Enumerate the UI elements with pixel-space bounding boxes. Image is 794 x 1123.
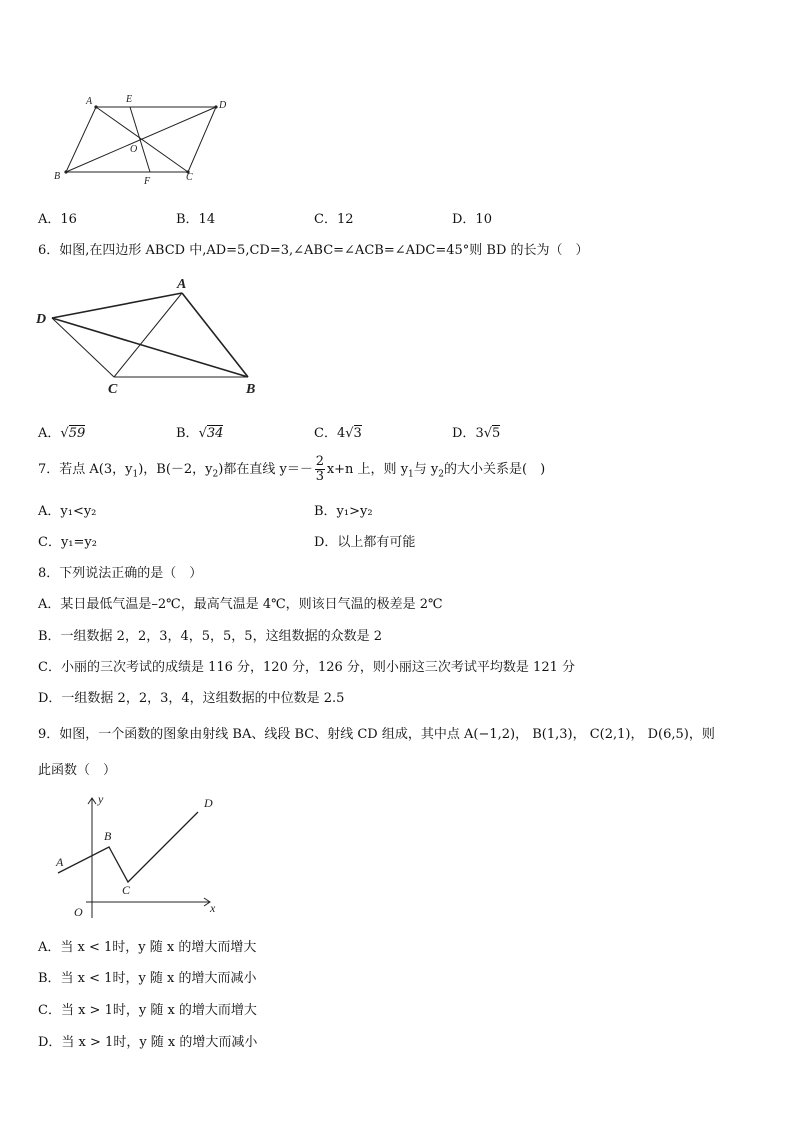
fig5-label-b: B — [54, 171, 61, 182]
q9-option-b[interactable]: B．当 x < 1时，y 随 x 的增大而减小 — [38, 971, 257, 986]
q8-option-b[interactable]: B．一组数据 2，2，3，4，5，5，5，这组数据的众数是 2 — [38, 629, 382, 644]
q7-option-d[interactable]: D．以上都有可能 — [314, 535, 416, 550]
fig5-label-d: D — [219, 100, 227, 111]
q7-option-c[interactable]: C．y₁=y₂ — [38, 535, 97, 550]
fig5-label-e: E — [126, 94, 133, 105]
fig5-label-f: F — [144, 176, 151, 187]
q9-stem-line1: 9．如图，一个函数的图象由射线 BA、线段 BC、射线 CD 组成，其中点 A(−1,2)， B(1,3)， C(2,1)， D(6,5)，则 — [38, 727, 715, 742]
sqrt-symbol-icon: √ — [483, 426, 493, 441]
q6-option-a[interactable]: A．√59 — [38, 426, 86, 441]
fig9-label-d: D — [204, 796, 213, 810]
q6-stem: 6．如图,在四边形 ABCD 中,AD=5,CD=3,∠ABC=∠ACB=∠ADC=45°则 BD 的长为（ ） — [38, 243, 589, 258]
q6-option-c-radicand: 3 — [353, 426, 362, 441]
sqrt-symbol-icon: √ — [60, 426, 69, 441]
q5-option-a[interactable]: A．16 — [38, 212, 77, 227]
sqrt-symbol-icon: √ — [345, 426, 354, 441]
fig9-label-a: A — [56, 855, 64, 869]
quadrilateral-figure — [30, 272, 270, 400]
fig9-label-x: x — [210, 901, 216, 915]
parallelogram-figure — [48, 90, 248, 190]
q6-option-b-radicand: 34 — [206, 426, 224, 441]
q6-option-a-radicand: 59 — [68, 426, 86, 441]
q5-option-c[interactable]: C．12 — [314, 212, 354, 227]
function-graph-figure — [52, 790, 232, 922]
fig5-label-c: C — [186, 172, 193, 183]
q8-option-c[interactable]: C．小丽的三次考试的成绩是 116 分，120 分，126 分，则小丽这三次考试平均数是 121 分 — [38, 660, 575, 675]
q7-option-a[interactable]: A．y₁<y₂ — [38, 504, 97, 519]
fig9-label-o: O — [74, 905, 83, 919]
q5-option-d[interactable]: D．10 — [452, 212, 492, 227]
q6-option-d[interactable]: D．3√5 — [452, 426, 501, 441]
fig9-label-y: y — [98, 792, 104, 806]
q8-option-a[interactable]: A．某日最低气温是–2℃，最高气温是 4℃，则该日气温的极差是 2℃ — [38, 597, 443, 612]
q8-option-d[interactable]: D．一组数据 2，2，3，4，这组数据的中位数是 2.5 — [38, 691, 345, 706]
q7-option-b[interactable]: B．y₁>y₂ — [314, 504, 373, 519]
fig9-label-c: C — [122, 883, 131, 897]
q5-option-b[interactable]: B．14 — [176, 212, 216, 227]
q9-option-d[interactable]: D．当 x > 1时，y 随 x 的增大而减小 — [38, 1035, 258, 1050]
q9-stem-line2: 此函数（ ） — [38, 763, 117, 778]
sqrt-symbol-icon: √ — [198, 426, 207, 441]
fraction-two-thirds: $\frac{2}{3}$ — [315, 454, 324, 484]
q9-option-a[interactable]: A．当 x < 1时，y 随 x 的增大而增大 — [38, 940, 257, 955]
q8-stem: 8．下列说法正确的是（ ） — [38, 566, 203, 581]
fig6-label-b: B — [246, 382, 256, 397]
fig6-label-a: A — [177, 277, 187, 292]
q6-option-c[interactable]: C．4√3 — [314, 426, 362, 441]
fig5-label-o: O — [130, 144, 138, 155]
fig9-label-b: B — [104, 829, 112, 843]
fig6-label-d: D — [36, 312, 47, 327]
q6-option-b[interactable]: B．√34 — [176, 426, 224, 441]
fig6-label-c: C — [108, 382, 118, 397]
q7-stem: 7．若点 A(3，$y_1$)，B(－2，$y_2$)都在直线 y＝－ $\frac{2}{3}$ x+n 上，则 $y_1$与 $y_2$的大小关系是( ) — [38, 454, 546, 484]
fig5-label-a: A — [86, 96, 93, 107]
q6-option-d-radicand: 5 — [492, 426, 501, 441]
q9-option-c[interactable]: C．当 x > 1时，y 随 x 的增大而增大 — [38, 1003, 257, 1018]
